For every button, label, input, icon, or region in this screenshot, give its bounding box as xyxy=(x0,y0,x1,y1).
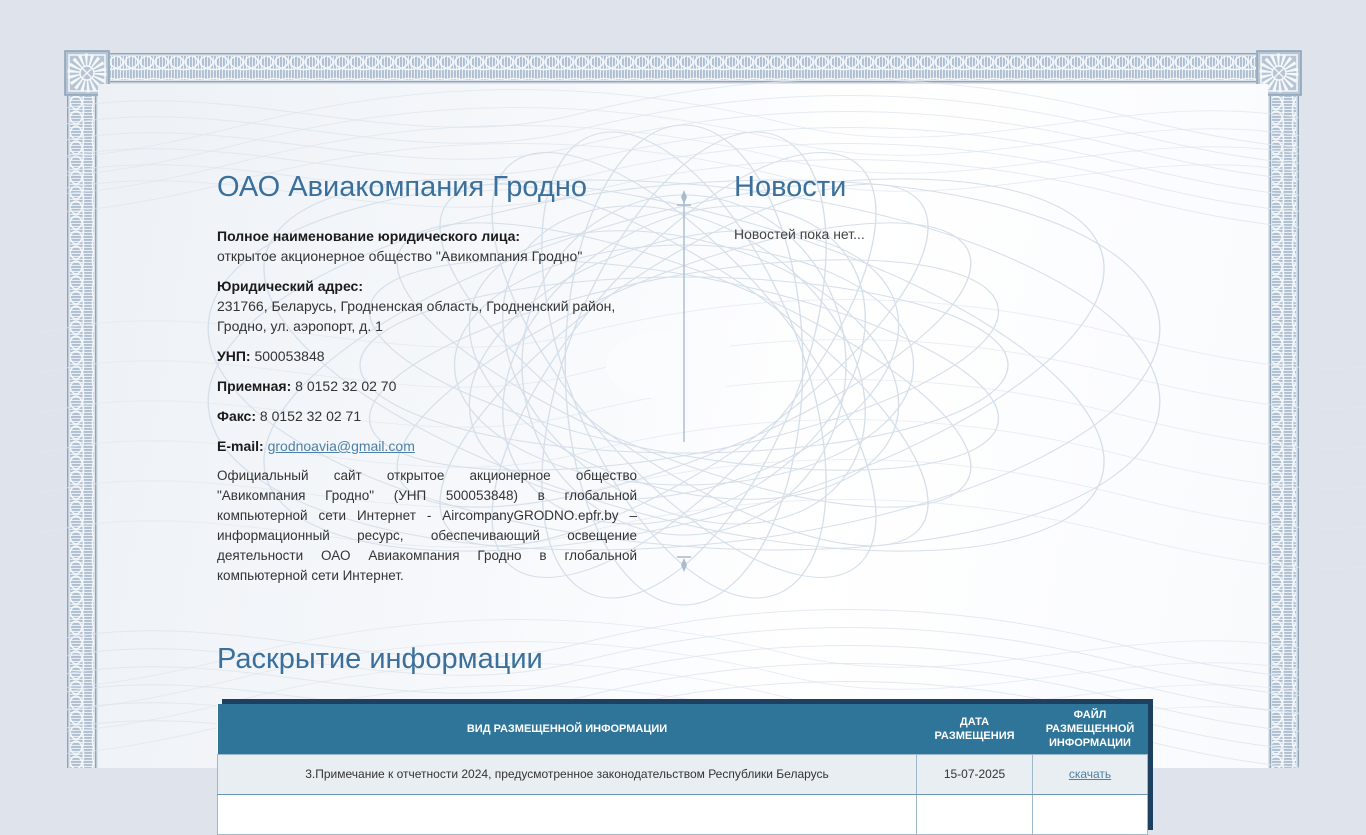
company-info-section xyxy=(217,170,637,586)
cell-date: 15-07-2025 xyxy=(917,754,1033,794)
disclosure-table-wrap xyxy=(217,704,1148,835)
address-block xyxy=(217,276,637,336)
table-row xyxy=(218,754,1148,794)
email-label: E-mail: xyxy=(217,438,264,454)
fax-label: Факс: xyxy=(217,408,257,424)
page-title: ОАО Авиакомпания Гродно xyxy=(217,171,587,203)
fax-block xyxy=(217,406,637,426)
full-name-block xyxy=(217,226,637,266)
email-block xyxy=(217,436,637,456)
cell-file xyxy=(1033,754,1148,794)
download-link[interactable]: скачать xyxy=(1068,766,1112,781)
email-link[interactable]: grodnoavia@gmail.com xyxy=(267,438,415,454)
unp-block xyxy=(217,346,637,366)
column-header-info: ВИД РАЗМЕЩЕННОЙ ИНФОРМАЦИИ xyxy=(218,704,917,754)
fax-value: 8 0152 32 02 71 xyxy=(259,408,362,424)
reception-value: 8 0152 32 02 70 xyxy=(295,378,397,394)
content-area xyxy=(98,84,1268,781)
column-header-file: ФАЙЛ РАЗМЕЩЕННОЙ ИНФОРМАЦИИ xyxy=(1033,704,1148,754)
unp-value: 500053848 xyxy=(254,348,325,364)
about-paragraph: Официальный сайт открытое акционерное общество "Авикомпания Гродно" (УНП 500053848) в глобальной компьютерной сети Интернет - AircompanyGRODNO.epfr.by – информационный ресурс, обеспечивающий освещение деятельности ОАО Авиакомпания Гродно в глобальной компьютерной сети Интернет. xyxy=(217,468,637,583)
news-empty-message: Новостей пока нет... xyxy=(734,226,865,242)
reception-label: Приемная: xyxy=(217,378,292,394)
table-row-partial xyxy=(218,794,1148,834)
address-label: Юридический адрес: xyxy=(217,278,363,294)
news-section xyxy=(734,170,1148,586)
table-header-row xyxy=(218,704,1148,754)
main-content xyxy=(217,84,1148,835)
news-title: Новости xyxy=(734,171,847,203)
reception-block xyxy=(217,376,637,396)
cell-info: 3.Примечание к отчетности 2024, предусмотренное законодательством Республики Беларусь xyxy=(218,754,917,794)
address-value: 231766, Беларусь, Гродненская область, Гродненский район, Гродно, ул. аэропорт, д. 1 xyxy=(217,298,616,334)
unp-label: УНП: xyxy=(217,348,251,364)
disclosure-title: Раскрытие информации xyxy=(217,643,543,675)
disclosure-table xyxy=(217,704,1148,835)
full-name-value: открытое акционерное общество "Авикомпания Гродно" xyxy=(217,248,583,264)
column-header-date: ДАТА РАЗМЕЩЕНИЯ xyxy=(917,704,1033,754)
full-name-label: Полное наименование юридического лица: xyxy=(217,228,521,244)
